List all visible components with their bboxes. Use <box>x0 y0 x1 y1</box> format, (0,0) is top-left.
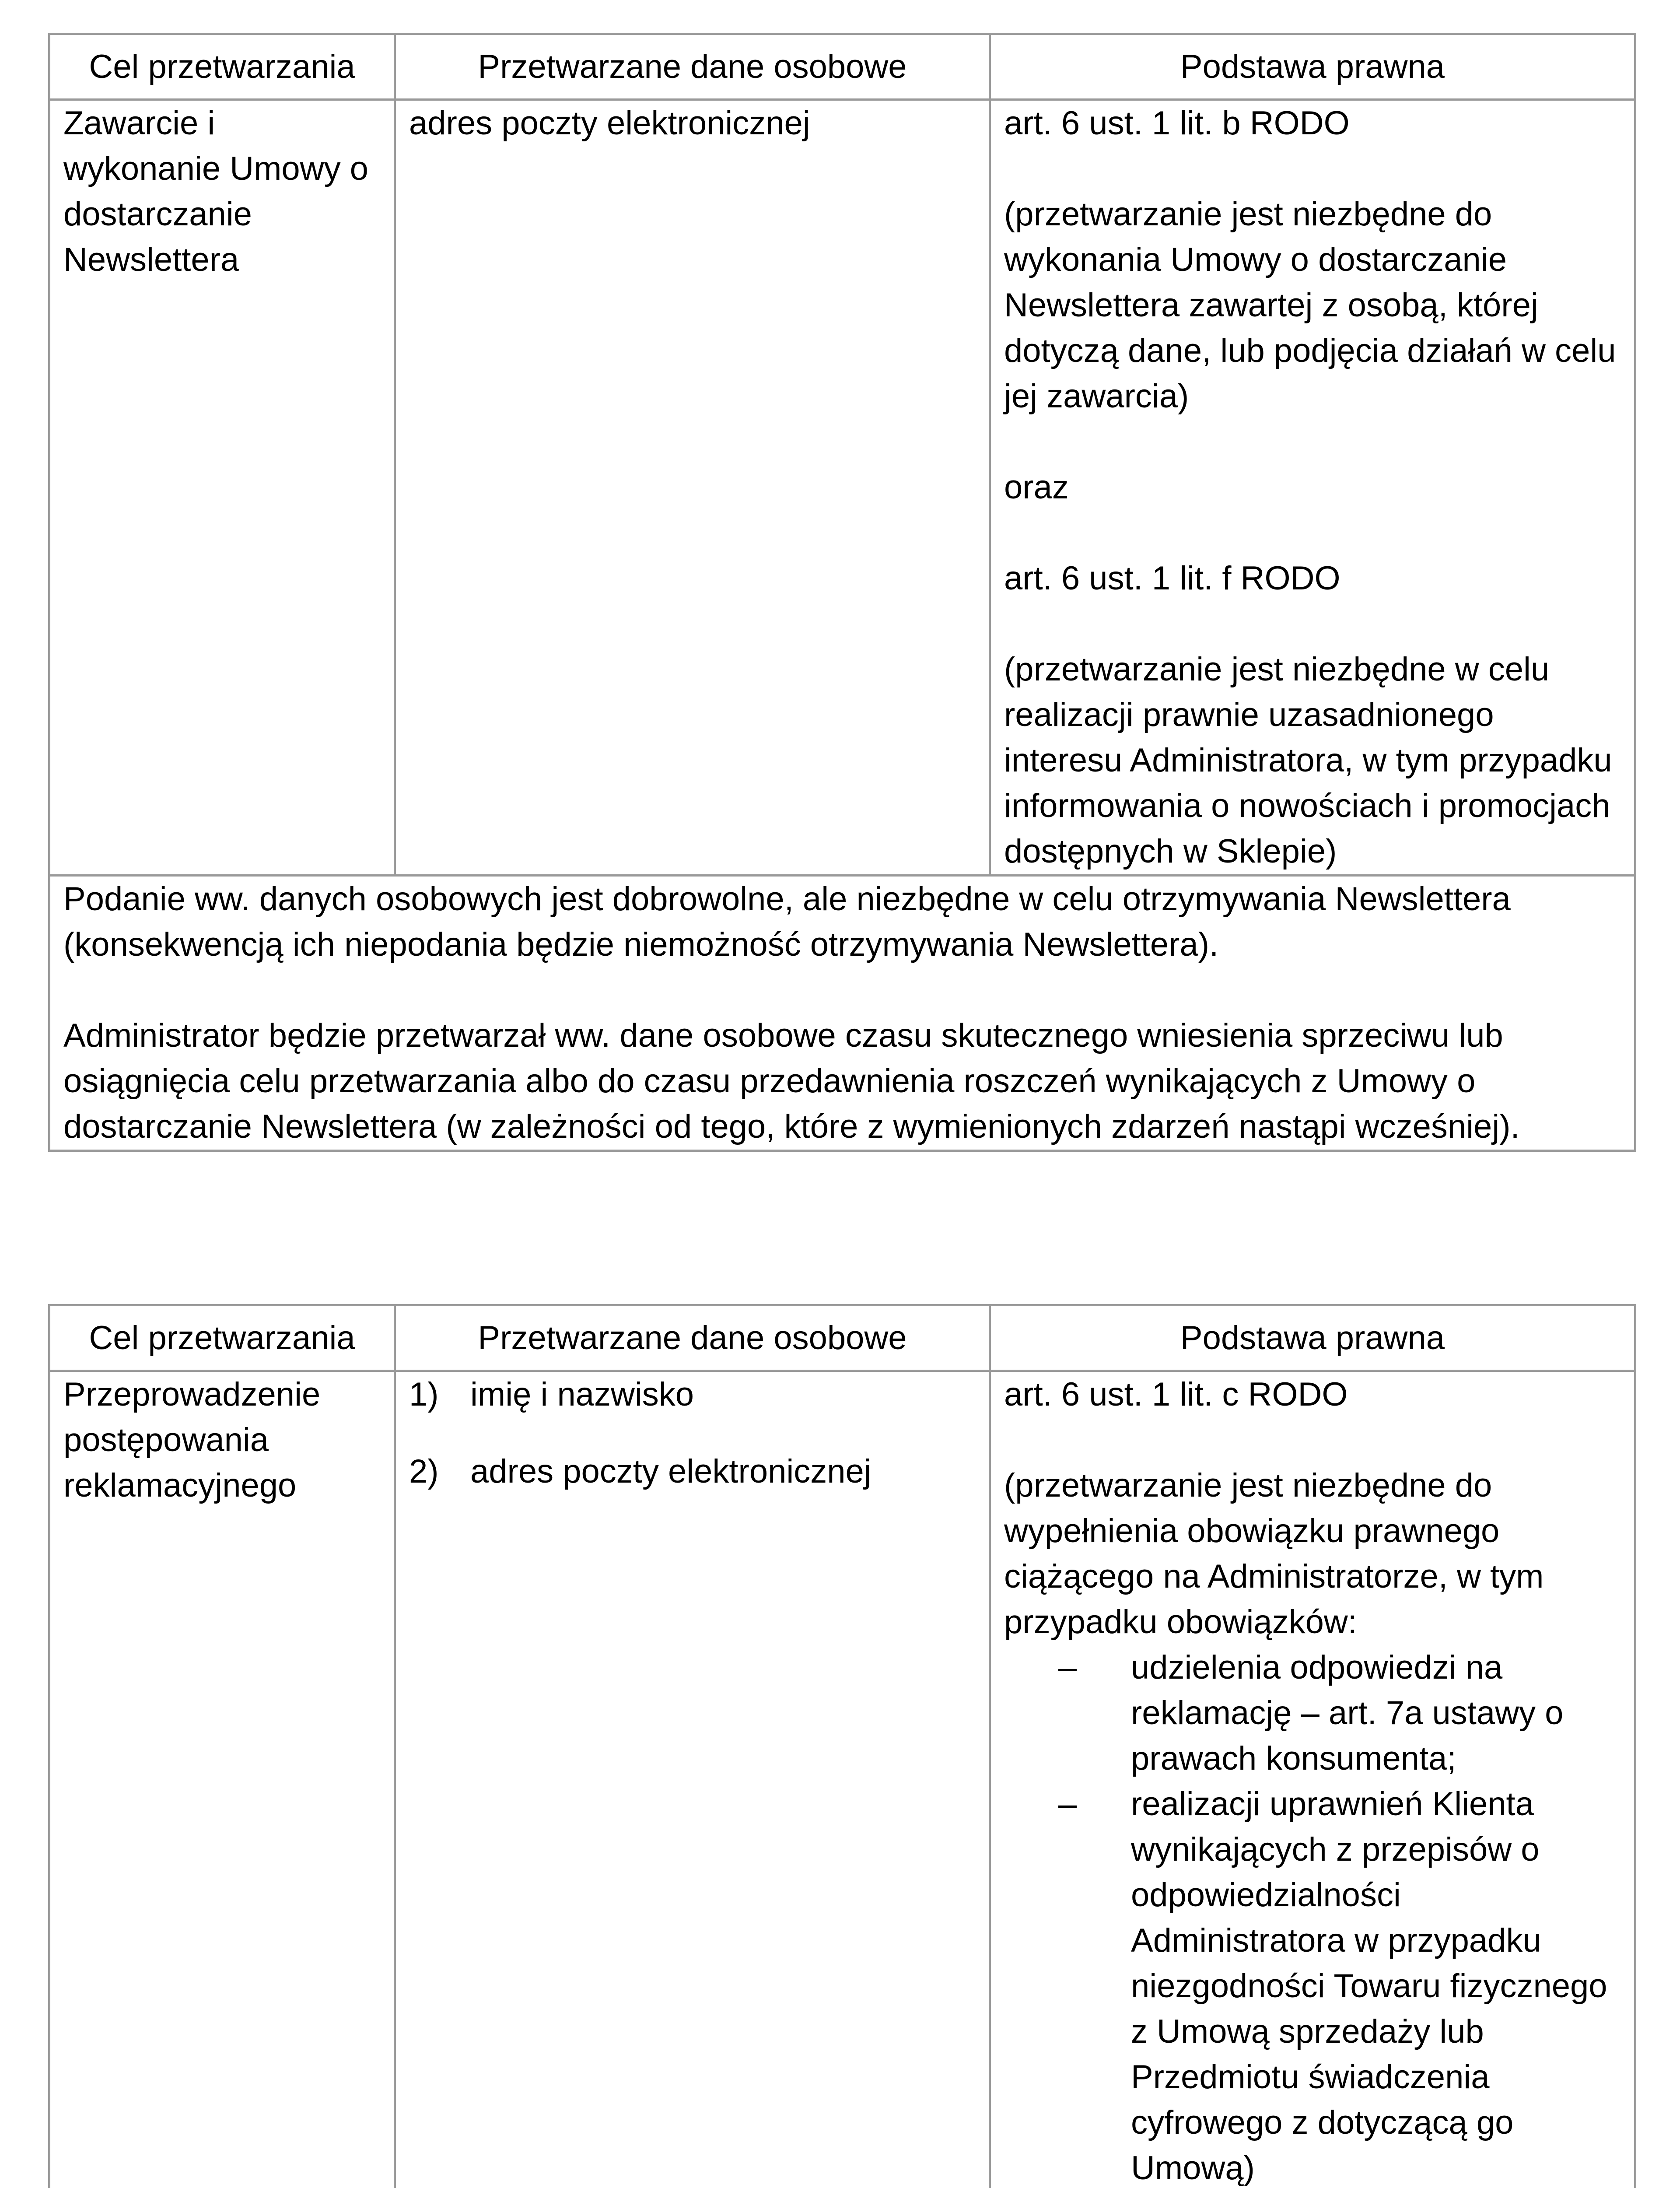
list-item-text: adres poczty elektronicznej <box>470 1453 872 1490</box>
header-personal-data: Przetwarzane dane osobowe <box>395 34 990 100</box>
list-item <box>409 1372 976 1417</box>
legal-explanation: (przetwarzanie jest niezbędne w celu realizacji prawnie uzasadnionego interesu Administratora, w tym przypadku informowania o nowościach i promocjach dostępnych w Sklepie) <box>1004 651 1612 870</box>
data-fields-cell: adres poczty elektronicznej <box>395 100 990 876</box>
legal-article: art. 6 ust. 1 lit. b RODO <box>1004 105 1350 142</box>
list-item <box>1004 1781 1621 2188</box>
table-header-row <box>49 1305 1635 1371</box>
processing-table-newsletter <box>48 33 1636 1152</box>
header-purpose: Cel przetwarzania <box>49 1305 395 1371</box>
header-personal-data: Przetwarzane dane osobowe <box>395 1305 990 1371</box>
obligations-list <box>1004 1645 1621 2188</box>
note-paragraph: Podanie ww. danych osobowych jest dobrowolne, ale niezbędne w celu otrzymywania Newslettera (konsekwencją ich niepodania będzie niemożność otrzymywania Newslettera). <box>63 880 1511 963</box>
purpose-cell: Przeprowadzenie postępowania reklamacyjnego <box>49 1371 395 2188</box>
legal-conjunction: oraz <box>1004 469 1069 506</box>
header-purpose: Cel przetwarzania <box>49 34 395 100</box>
data-fields-cell <box>395 1371 990 2188</box>
legal-article: art. 6 ust. 1 lit. f RODO <box>1004 560 1340 597</box>
data-fields-list <box>409 1372 976 1494</box>
legal-explanation: (przetwarzanie jest niezbędne do wypełnienia obowiązku prawnego ciążącego na Administratorze, w tym przypadku obowiązków: <box>1004 1467 1544 1641</box>
table-row <box>49 1371 1635 2188</box>
table-note-row <box>49 876 1635 1151</box>
list-number: 2) <box>409 1453 439 1490</box>
list-item-text: udzielenia odpowiedzi na reklamację – art. 7a ustawy o prawach konsumenta; <box>1131 1649 1564 1777</box>
table-row <box>49 100 1635 876</box>
dash-bullet: – <box>1058 1785 1077 1823</box>
notes-cell <box>49 876 1635 1151</box>
note-paragraph: Administrator będzie przetwarzał ww. dane osobowe czasu skutecznego wniesienia sprzeciwu lub osiągnięcia celu przetwarzania albo do czasu przedawnienia roszczeń wynikających z Umowy o dostarczanie Newslettera (w zależności od tego, które z wymienionych zdarzeń nastąpi wcześniej). <box>63 1017 1520 1145</box>
header-legal-basis: Podstawa prawna <box>990 34 1635 100</box>
table-header-row <box>49 34 1635 100</box>
header-legal-basis: Podstawa prawna <box>990 1305 1635 1371</box>
dash-bullet: – <box>1058 1649 1077 1686</box>
purpose-cell: Zawarcie i wykonanie Umowy o dostarczanie Newslettera <box>49 100 395 876</box>
legal-basis-cell <box>990 1371 1635 2188</box>
legal-article: art. 6 ust. 1 lit. c RODO <box>1004 1376 1348 1413</box>
list-item <box>409 1449 976 1494</box>
legal-explanation: (przetwarzanie jest niezbędne do wykonania Umowy o dostarczanie Newslettera zawartej z osobą, której dotyczą dane, lub podjęcia działań w celu jej zawarcia) <box>1004 196 1616 415</box>
processing-table-complaints <box>48 1304 1636 2188</box>
list-item-text: imię i nazwisko <box>470 1376 694 1413</box>
legal-basis-cell <box>990 100 1635 876</box>
list-item-text: realizacji uprawnień Klienta wynikających z przepisów o odpowiedzialności Administratora w przypadku niezgodności Towaru fizycznego z Umową sprzedaży lub Przedmiotu świadczenia cyfrowego z dotyczącą go Umową) <box>1131 1785 1607 2187</box>
list-number: 1) <box>409 1376 439 1413</box>
list-item <box>1004 1645 1621 1781</box>
